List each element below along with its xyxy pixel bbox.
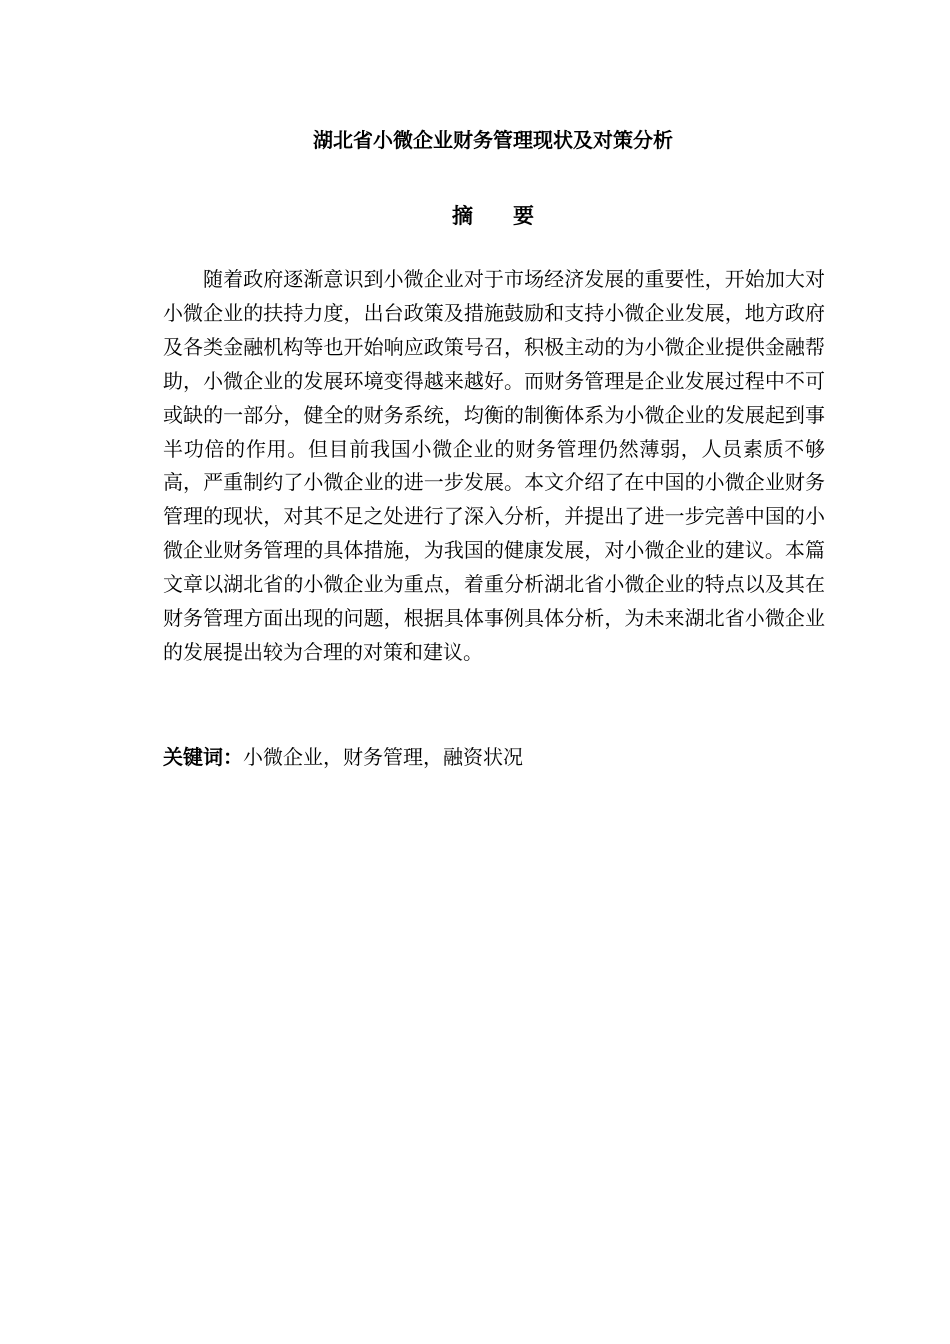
- keywords-label: 关键词：: [163, 745, 243, 769]
- abstract-paragraph: 随着政府逐渐意识到小微企业对于市场经济发展的重要性，开始加大对小微企业的扶持力度，出台政策及措施鼓励和支持小微企业发展，地方政府及各类金融机构等也开始响应政策号召，积极主动的为小微企业提供金融帮助，小微企业的发展环境变得越来越好。而财务管理是企业发展过程中不可或缺的一部分，健全的财务系统，均衡的制衡体系为小微企业的发展起到事半功倍的作用。但目前我国小微企业的财务管理仍然薄弱，人员素质不够高，严重制约了小微企业的进一步发展。本文介绍了在中国的小微企业财务管理的现状，对其不足之处进行了深入分析，并提出了进一步完善中国的小微企业财务管理的具体措施，为我国的健康发展，对小微企业的建议。本篇文章以湖北省的小微企业为重点，着重分析湖北省小微企业的特点以及其在财务管理方面出现的问题，根据具体事例具体分析，为未来湖北省小微企业的发展提出较为合理的对策和建议。: [163, 267, 825, 664]
- abstract-heading: [0, 200, 950, 232]
- abstract-heading-char-2: 要: [513, 204, 534, 228]
- document-title: 湖北省小微企业财务管理现状及对策分析: [313, 128, 673, 152]
- keywords-line: [163, 741, 825, 774]
- abstract-heading-char-1: 摘: [452, 204, 473, 228]
- keywords-value: 小微企业，财务管理，融资状况: [243, 745, 523, 769]
